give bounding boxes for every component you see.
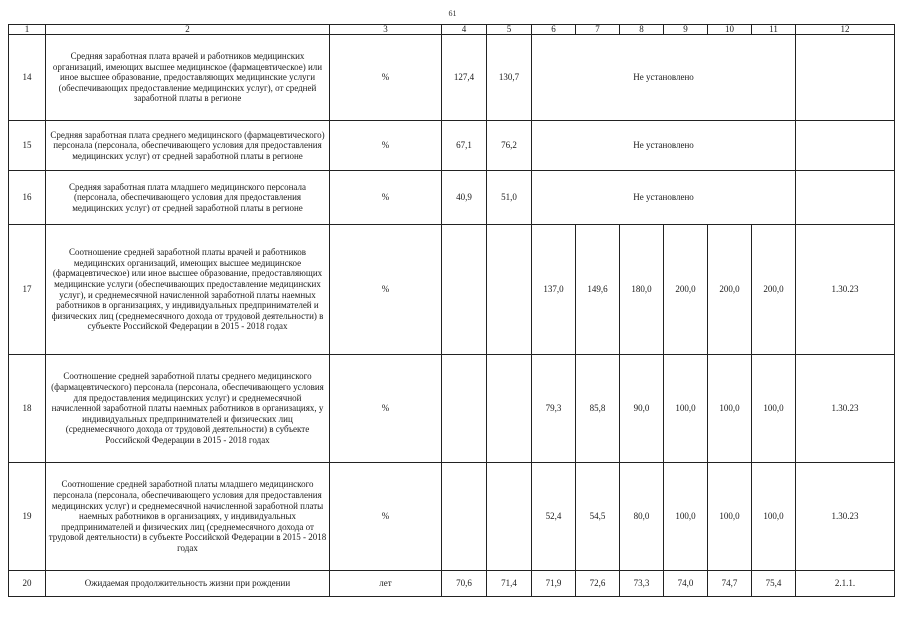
- not-set-cell: Не установлено: [532, 35, 796, 121]
- row-number: 18: [9, 355, 46, 463]
- code-cell: 1.30.23: [796, 225, 895, 355]
- value-cell: 127,4: [442, 35, 487, 121]
- value-cell: 67,1: [442, 121, 487, 171]
- table-row: [9, 463, 895, 571]
- page-number: 61: [448, 9, 457, 18]
- code-cell: [796, 121, 895, 171]
- value-cell: 100,0: [752, 355, 796, 463]
- value-cell: 90,0: [620, 355, 664, 463]
- indicator-description: Средняя заработная плата среднего медицинского (фармацевтического) персонала (персонала, обеспечивающего условия для предоставления медицинских услуг) от средней заработной платы в регионе: [46, 121, 330, 171]
- header-cell: 12: [796, 25, 895, 35]
- unit-cell: %: [330, 463, 442, 571]
- table-row: [9, 225, 895, 355]
- table-row: [9, 121, 895, 171]
- indicator-description: Средняя заработная плата врачей и работников медицинских организаций, имеющих высшее медицинское (фармацевтическое) или иное высшее образование, предоставляющих медицинские услуги (обеспечивающих предоставление медицинских услуг), от средней заработной платы в регионе: [46, 35, 330, 121]
- value-cell: 71,4: [487, 571, 532, 597]
- value-cell: 130,7: [487, 35, 532, 121]
- value-cell: 180,0: [620, 225, 664, 355]
- code-cell: [796, 171, 895, 225]
- header-cell: 8: [620, 25, 664, 35]
- not-set-cell: Не установлено: [532, 171, 796, 225]
- indicator-description: Ожидаемая продолжительность жизни при рождении: [46, 571, 330, 597]
- unit-cell: %: [330, 171, 442, 225]
- table-row: [9, 35, 895, 121]
- value-cell: [442, 225, 487, 355]
- value-cell: [487, 225, 532, 355]
- code-cell: 1.30.23: [796, 355, 895, 463]
- unit-cell: %: [330, 121, 442, 171]
- row-number: 14: [9, 35, 46, 121]
- value-cell: 74,7: [708, 571, 752, 597]
- value-cell: 54,5: [576, 463, 620, 571]
- code-cell: 2.1.1.: [796, 571, 895, 597]
- header-cell: 9: [664, 25, 708, 35]
- indicator-description: Соотношение средней заработной платы среднего медицинского (фармацевтического) персонала (персонала, обеспечивающего условия для предоставления медицинских услуг) и среднемесячной начисленной заработной платы наемных работников в организациях, у индивидуальных предпринимателей и физических лиц (среднемесячного дохода от трудовой деятельности) в субъекте Российской Федерации в 2015 - 2018 годах: [46, 355, 330, 463]
- value-cell: 51,0: [487, 171, 532, 225]
- header-cell: 3: [330, 25, 442, 35]
- value-cell: 100,0: [752, 463, 796, 571]
- value-cell: 80,0: [620, 463, 664, 571]
- value-cell: 72,6: [576, 571, 620, 597]
- table-row: [9, 355, 895, 463]
- header-cell: 7: [576, 25, 620, 35]
- header-cell: 11: [752, 25, 796, 35]
- value-cell: 200,0: [664, 225, 708, 355]
- value-cell: 71,9: [532, 571, 576, 597]
- indicator-description: Соотношение средней заработной платы младшего медицинского персонала (персонала, обеспечивающего условия для предоставления медицинских услуг) и среднемесячной начисленной заработной платы наемных работников в организациях, у индивидуальных предпринимателей и физических лиц (среднемесячного дохода от трудовой деятельности) в субъекте Российской Федерации в 2015 - 2018 годах: [46, 463, 330, 571]
- not-set-cell: Не установлено: [532, 121, 796, 171]
- value-cell: 137,0: [532, 225, 576, 355]
- value-cell: 76,2: [487, 121, 532, 171]
- header-cell: 6: [532, 25, 576, 35]
- row-number: 19: [9, 463, 46, 571]
- value-cell: 200,0: [752, 225, 796, 355]
- row-number: 15: [9, 121, 46, 171]
- value-cell: 100,0: [664, 355, 708, 463]
- header-cell: 5: [487, 25, 532, 35]
- code-cell: [796, 35, 895, 121]
- row-number: 17: [9, 225, 46, 355]
- value-cell: 85,8: [576, 355, 620, 463]
- value-cell: 100,0: [664, 463, 708, 571]
- value-cell: 70,6: [442, 571, 487, 597]
- value-cell: 100,0: [708, 463, 752, 571]
- unit-cell: лет: [330, 571, 442, 597]
- header-cell: 1: [9, 25, 46, 35]
- value-cell: [442, 463, 487, 571]
- row-number: 16: [9, 171, 46, 225]
- header-cell: 2: [46, 25, 330, 35]
- table-row: [9, 571, 895, 597]
- indicator-description: Соотношение средней заработной платы врачей и работников медицинских организаций, имеющих высшее медицинское (фармацевтическое) или иное высшее образование, предоставляющих медицинские услуги (обеспечивающих предоставление медицинских услуг), и среднемесячной начисленной заработной платы наемных работников в организациях, у индивидуальных предпринимателей и физических лиц (среднемесячного дохода от трудовой деятельности) в субъекте Российской Федерации в 2015 - 2018 годах: [46, 225, 330, 355]
- value-cell: 73,3: [620, 571, 664, 597]
- header-row: [9, 25, 895, 35]
- unit-cell: %: [330, 355, 442, 463]
- indicators-table: [8, 24, 895, 597]
- value-cell: 100,0: [708, 355, 752, 463]
- value-cell: 149,6: [576, 225, 620, 355]
- value-cell: [442, 355, 487, 463]
- value-cell: 79,3: [532, 355, 576, 463]
- value-cell: [487, 463, 532, 571]
- indicator-description: Средняя заработная плата младшего медицинского персонала (персонала, обеспечивающего условия для предоставления медицинских услуг) от средней заработной платы в регионе: [46, 171, 330, 225]
- header-cell: 4: [442, 25, 487, 35]
- unit-cell: %: [330, 35, 442, 121]
- value-cell: 75,4: [752, 571, 796, 597]
- row-number: 20: [9, 571, 46, 597]
- value-cell: 52,4: [532, 463, 576, 571]
- value-cell: 200,0: [708, 225, 752, 355]
- unit-cell: %: [330, 225, 442, 355]
- value-cell: 40,9: [442, 171, 487, 225]
- table-row: [9, 171, 895, 225]
- header-cell: 10: [708, 25, 752, 35]
- code-cell: 1.30.23: [796, 463, 895, 571]
- value-cell: 74,0: [664, 571, 708, 597]
- value-cell: [487, 355, 532, 463]
